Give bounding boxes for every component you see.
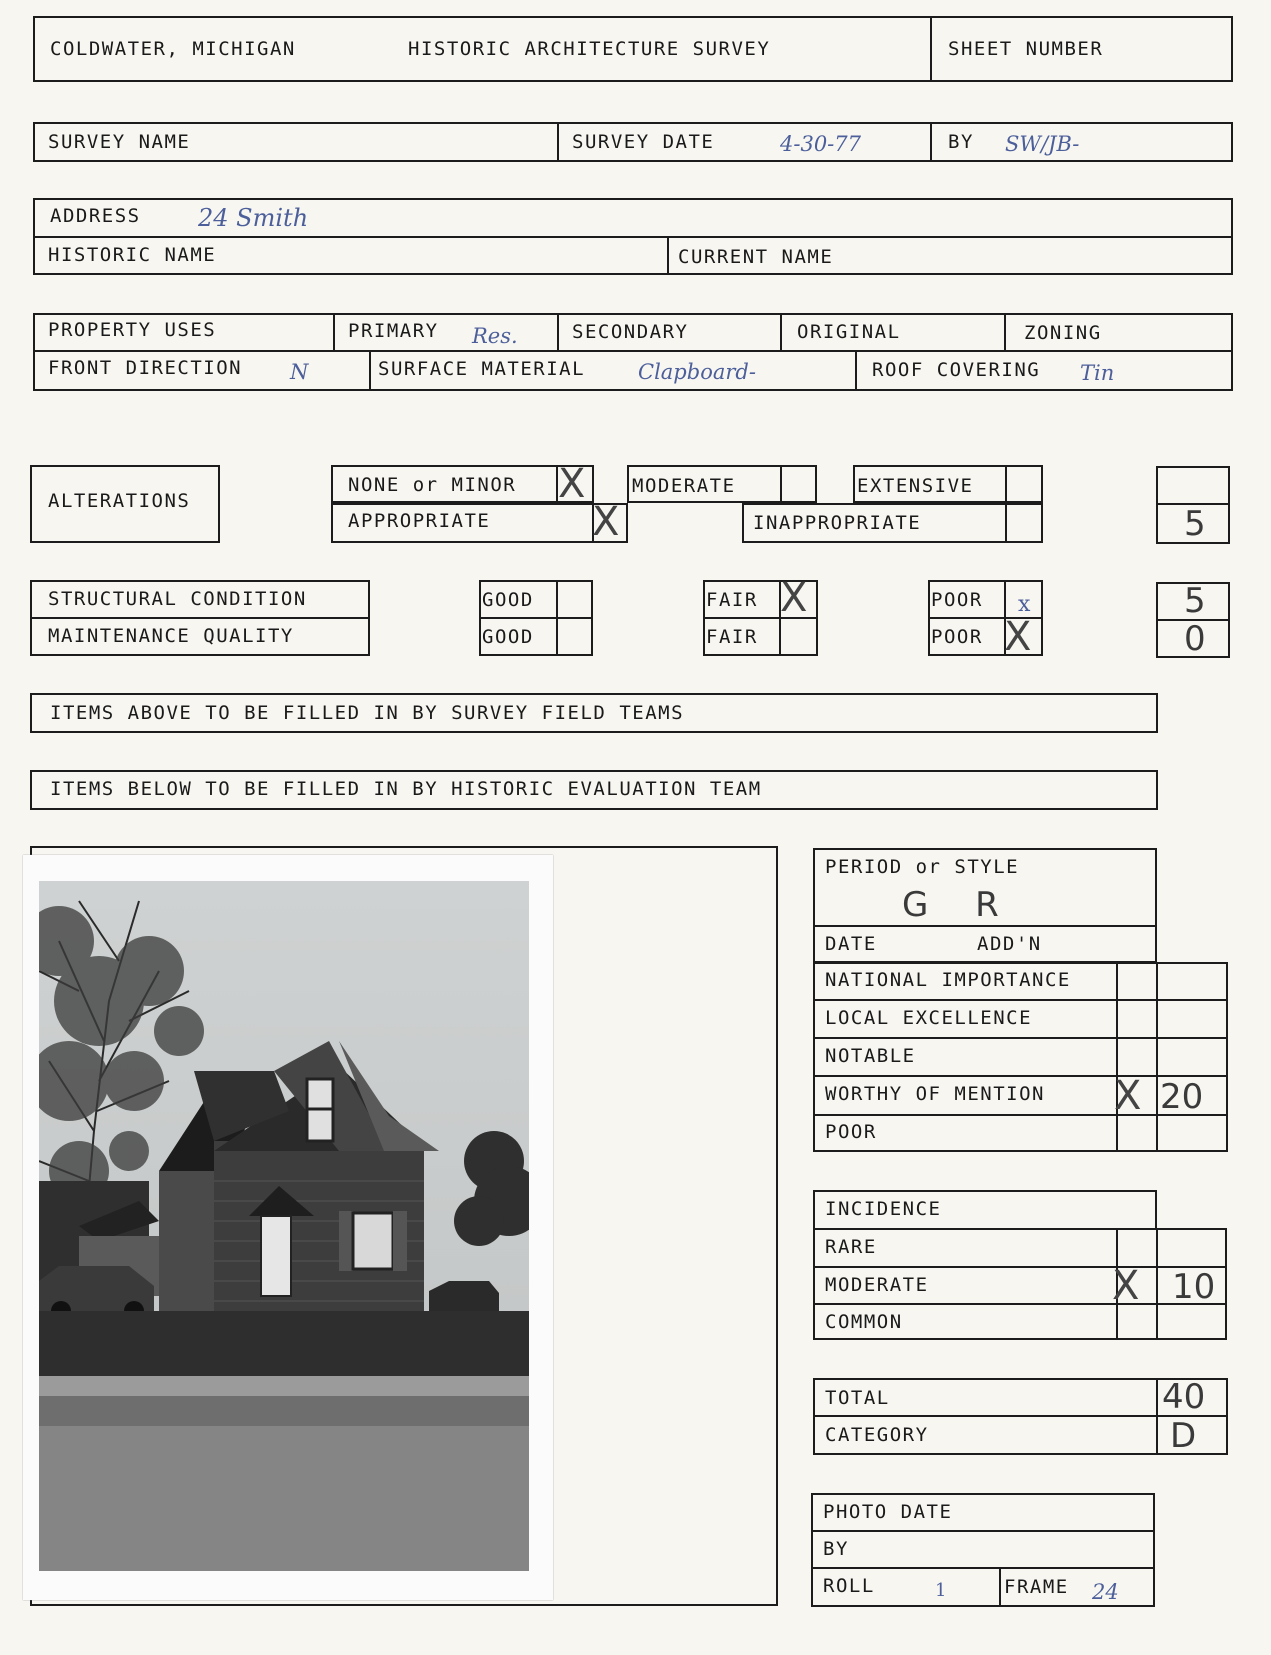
alt-ext-div xyxy=(1005,465,1007,503)
address-value: 24 Smith xyxy=(198,204,309,232)
structural-condition-label: STRUCTURAL CONDITION xyxy=(48,588,307,610)
importance-worthy: WORTHY OF MENTION xyxy=(825,1083,1045,1105)
survey-name-label: SURVEY NAME xyxy=(48,131,191,153)
alt-inappropriate-label: INAPPROPRIATE xyxy=(753,512,922,534)
maintenance-score: 0 xyxy=(1184,619,1206,659)
maintenance-poor-mark: X xyxy=(1004,614,1032,660)
surface-material-label: SURFACE MATERIAL xyxy=(378,358,586,380)
front-direction-label: FRONT DIRECTION xyxy=(48,357,243,379)
photo-info-col xyxy=(999,1567,1001,1607)
roll-label: ROLL xyxy=(823,1575,875,1597)
survey-date-label: SURVEY DATE xyxy=(572,131,715,153)
frame-value: 24 xyxy=(1092,1580,1119,1604)
alt-extensive-label: EXTENSIVE xyxy=(857,475,974,497)
maintenance-fair-label: FAIR xyxy=(706,626,758,648)
worthy-mark: X xyxy=(1114,1073,1142,1119)
period-value: G R xyxy=(902,885,999,925)
property-div-4 xyxy=(1004,313,1006,350)
maintenance-quality-label: MAINTENANCE QUALITY xyxy=(48,625,294,647)
field-teams-note: ITEMS ABOVE TO BE FILLED IN BY SURVEY FIELD TEAMS xyxy=(50,702,685,724)
property-div-2 xyxy=(557,313,559,350)
roof-covering-value: Tin xyxy=(1080,361,1115,385)
importance-notable: NOTABLE xyxy=(825,1045,916,1067)
survey-divider-1 xyxy=(557,122,559,162)
incidence-moderate-mark: X xyxy=(1112,1263,1140,1309)
historic-name-label: HISTORIC NAME xyxy=(48,244,217,266)
frame-label: FRAME xyxy=(1004,1576,1069,1598)
photo-info-row-2 xyxy=(811,1567,1155,1569)
importance-national: NATIONAL IMPORTANCE xyxy=(825,969,1071,991)
header-title: HISTORIC ARCHITECTURE SURVEY xyxy=(408,38,771,60)
photo-date-label: PHOTO DATE xyxy=(823,1501,953,1523)
property-div-6 xyxy=(855,350,857,391)
original-label: ORIGINAL xyxy=(797,321,901,343)
maintenance-good-label: GOOD xyxy=(482,626,534,648)
structural-poor-label: POOR xyxy=(931,589,983,611)
roll-value: 1 xyxy=(935,1580,947,1601)
roof-covering-label: ROOF COVERING xyxy=(872,359,1041,381)
category-label: CATEGORY xyxy=(825,1424,929,1446)
period-div xyxy=(813,925,1157,927)
importance-row-1 xyxy=(813,999,1228,1001)
importance-col-1 xyxy=(1116,962,1118,1152)
survey-date-value: 4-30-77 xyxy=(780,132,861,156)
importance-score: 20 xyxy=(1160,1077,1204,1117)
importance-col-2 xyxy=(1156,962,1158,1152)
incidence-moderate: MODERATE xyxy=(825,1274,929,1296)
incidence-common: COMMON xyxy=(825,1311,903,1333)
photo-by-label: BY xyxy=(823,1538,849,1560)
importance-local: LOCAL EXCELLENCE xyxy=(825,1007,1033,1029)
structural-fair-label: FAIR xyxy=(706,589,758,611)
incidence-rare: RARE xyxy=(825,1236,877,1258)
incidence-score: 10 xyxy=(1172,1267,1216,1307)
total-label: TOTAL xyxy=(825,1387,890,1409)
property-div-5 xyxy=(369,350,371,391)
structural-score: 5 xyxy=(1184,581,1206,621)
secondary-label: SECONDARY xyxy=(572,321,689,343)
header-divider xyxy=(930,16,932,82)
alt-none-minor-label: NONE or MINOR xyxy=(348,474,517,496)
header-location: COLDWATER, MICHIGAN xyxy=(50,38,296,60)
evaluation-note: ITEMS BELOW TO BE FILLED IN BY HISTORIC EVALUATION TEAM xyxy=(50,778,762,800)
alt-none-mark: X xyxy=(558,461,586,507)
structural-poor-mark: x xyxy=(1018,592,1031,617)
photo-frame xyxy=(23,855,553,1600)
sheet-number-label: SHEET NUMBER xyxy=(948,38,1104,60)
alt-inapp-div xyxy=(1005,503,1007,543)
address-col-divider xyxy=(667,236,669,275)
alt-mod-div xyxy=(780,465,782,503)
period-label: PERIOD or STYLE xyxy=(825,856,1020,878)
importance-poor: POOR xyxy=(825,1121,877,1143)
address-label: ADDRESS xyxy=(50,205,141,227)
alterations-score: 5 xyxy=(1184,504,1206,544)
total-value: 40 xyxy=(1162,1377,1206,1417)
property-div-1 xyxy=(333,313,335,350)
property-uses-label: PROPERTY USES xyxy=(48,319,217,341)
importance-row-2 xyxy=(813,1037,1228,1039)
incidence-col-2 xyxy=(1156,1228,1158,1340)
zoning-label: ZONING xyxy=(1024,322,1102,344)
alt-moderate-label: MODERATE xyxy=(632,475,736,497)
survey-divider-2 xyxy=(930,122,932,162)
survey-by-value: SW/JB- xyxy=(1005,132,1080,156)
front-direction-value: N xyxy=(290,360,309,384)
survey-by-label: BY xyxy=(948,131,974,153)
category-value: D xyxy=(1170,1416,1197,1456)
photo-info-row-1 xyxy=(811,1530,1155,1532)
alt-appropriate-label: APPROPRIATE xyxy=(348,510,491,532)
addn-label: ADD'N xyxy=(977,933,1042,955)
alterations-label: ALTERATIONS xyxy=(48,490,191,512)
property-row-divider xyxy=(33,350,1233,352)
maintenance-poor-label: POOR xyxy=(931,626,983,648)
incidence-label: INCIDENCE xyxy=(825,1198,942,1220)
incidence-row-2 xyxy=(813,1303,1227,1305)
current-name-label: CURRENT NAME xyxy=(678,246,834,268)
property-div-3 xyxy=(780,313,782,350)
primary-label: PRIMARY xyxy=(348,320,439,342)
primary-value: Res. xyxy=(472,324,518,348)
structural-good-label: GOOD xyxy=(482,589,534,611)
address-row-divider xyxy=(33,236,1233,238)
surface-material-value: Clapboard- xyxy=(638,360,756,384)
good-col-div xyxy=(556,580,558,656)
house-photo-icon xyxy=(39,881,529,1571)
date-label: DATE xyxy=(825,933,877,955)
alt-appropriate-mark: X xyxy=(592,499,620,545)
incidence-row-1 xyxy=(813,1266,1227,1268)
structural-fair-mark: X xyxy=(780,575,808,621)
condition-row-div xyxy=(30,617,370,619)
good-row-div xyxy=(479,617,593,619)
